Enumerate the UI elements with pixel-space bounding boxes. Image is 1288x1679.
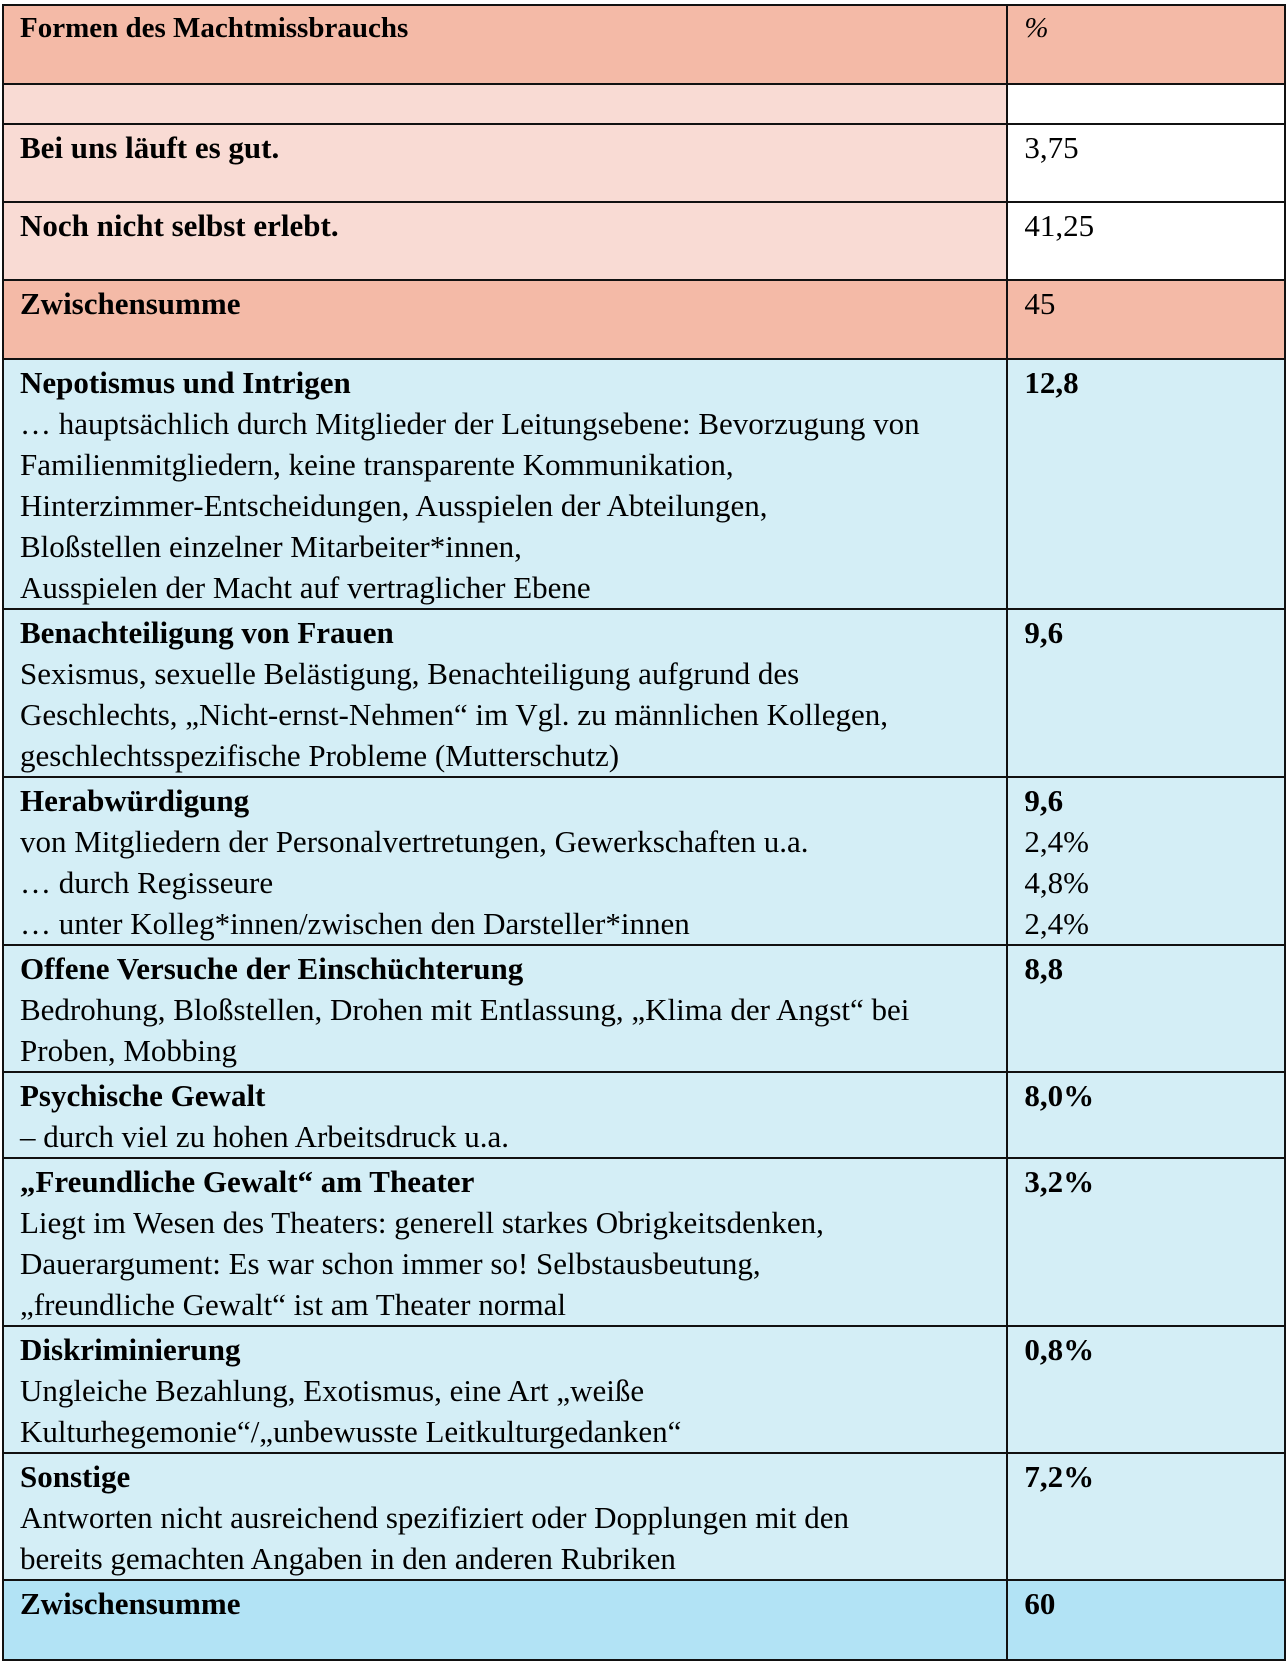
abuse-forms-table bbox=[2, 4, 1286, 1661]
category-row bbox=[3, 1072, 1285, 1158]
header-value: % bbox=[1007, 5, 1285, 84]
category-row bbox=[3, 777, 1285, 945]
category-desc-line: Kulturhegemonie“/„unbewusste Leitkulturgedanken“ bbox=[20, 1414, 682, 1449]
row-value: 3,75 bbox=[1007, 124, 1285, 202]
table-row bbox=[3, 202, 1285, 280]
category-row bbox=[3, 1326, 1285, 1453]
category-value: 7,2% bbox=[1007, 1453, 1285, 1580]
table-row bbox=[3, 124, 1285, 202]
category-desc-line: Hinterzimmer-Entscheidungen, Ausspielen der Abteilungen, bbox=[20, 488, 768, 523]
category-title: Benachteiligung von Frauen bbox=[20, 615, 394, 650]
category-row bbox=[3, 1453, 1285, 1580]
category-value: 3,2% bbox=[1007, 1158, 1285, 1326]
category-row bbox=[3, 1158, 1285, 1326]
category-title: Psychische Gewalt bbox=[20, 1078, 266, 1113]
category-title: Nepotismus und Intrigen bbox=[20, 365, 351, 400]
category-desc-line: … durch Regisseure bbox=[20, 865, 274, 900]
category-desc-line: Dauerargument: Es war schon immer so! Selbstausbeutung, bbox=[20, 1246, 761, 1281]
category-title: „Freundliche Gewalt“ am Theater bbox=[20, 1164, 475, 1199]
category-desc-line: … unter Kolleg*innen/zwischen den Darsteller*innen bbox=[20, 906, 690, 941]
category-title: Sonstige bbox=[20, 1459, 131, 1494]
category-desc-line: Liegt im Wesen des Theaters: generell starkes Obrigkeitsdenken, bbox=[20, 1205, 824, 1240]
table-header-row bbox=[3, 5, 1285, 84]
category-desc-line: Ausspielen der Macht auf vertraglicher Ebene bbox=[20, 570, 591, 605]
category-desc-line: bereits gemachten Angaben in den anderen Rubriken bbox=[20, 1541, 676, 1576]
category-value: 8,8 bbox=[1007, 945, 1285, 1072]
header-label: Formen des Machtmissbrauchs bbox=[3, 5, 1007, 84]
subtotal-label: Zwischensumme bbox=[3, 280, 1007, 359]
category-value: 8,0% bbox=[1007, 1072, 1285, 1158]
subtotal-label: Zwischensumme bbox=[3, 1580, 1007, 1660]
category-desc-line: Geschlechts, „Nicht-ernst-Nehmen“ im Vgl. zu männlichen Kollegen, bbox=[20, 697, 889, 732]
category-title: Offene Versuche der Einschüchterung bbox=[20, 951, 524, 986]
category-title: Herabwürdigung bbox=[20, 783, 250, 818]
row-value bbox=[1007, 84, 1285, 124]
subtotal-row bbox=[3, 1580, 1285, 1660]
row-value: 41,25 bbox=[1007, 202, 1285, 280]
category-value: 9,6 bbox=[1024, 783, 1064, 818]
category-value: 12,8 bbox=[1007, 359, 1285, 609]
category-row bbox=[3, 359, 1285, 609]
category-desc-line: geschlechtsspezifische Probleme (Mutterschutz) bbox=[20, 738, 620, 773]
category-desc-line: Antworten nicht ausreichend spezifiziert oder Dopplungen mit den bbox=[20, 1500, 849, 1535]
category-desc-line: „freundliche Gewalt“ ist am Theater normal bbox=[20, 1287, 566, 1322]
category-row bbox=[3, 945, 1285, 1072]
category-row bbox=[3, 609, 1285, 777]
category-desc-line: – durch viel zu hohen Arbeitsdruck u.a. bbox=[20, 1119, 509, 1154]
category-desc-line: Ungleiche Bezahlung, Exotismus, eine Art „weiße bbox=[20, 1373, 645, 1408]
row-label: Noch nicht selbst erlebt. bbox=[3, 202, 1007, 280]
row-label: Bei uns läuft es gut. bbox=[3, 124, 1007, 202]
table-row bbox=[3, 84, 1285, 124]
category-value: 0,8% bbox=[1007, 1326, 1285, 1453]
category-desc-line: … hauptsächlich durch Mitglieder der Leitungsebene: Bevorzugung von bbox=[20, 406, 920, 441]
category-desc-line: Familienmitgliedern, keine transparente Kommunikation, bbox=[20, 447, 734, 482]
category-desc-line: Sexismus, sexuelle Belästigung, Benachteiligung aufgrund des bbox=[20, 656, 800, 691]
subtotal-row bbox=[3, 280, 1285, 359]
sub-value: 2,4% bbox=[1024, 906, 1089, 941]
subtotal-value: 45 bbox=[1007, 280, 1285, 359]
category-desc-line: von Mitgliedern der Personalvertretungen, Gewerkschaften u.a. bbox=[20, 824, 809, 859]
category-title: Diskriminierung bbox=[20, 1332, 241, 1367]
category-desc-line: Bloßstellen einzelner Mitarbeiter*innen, bbox=[20, 529, 522, 564]
row-label bbox=[3, 84, 1007, 124]
category-desc-line: Proben, Mobbing bbox=[20, 1033, 237, 1068]
sub-value: 2,4% bbox=[1024, 824, 1089, 859]
subtotal-value: 60 bbox=[1007, 1580, 1285, 1660]
sub-value: 4,8% bbox=[1024, 865, 1089, 900]
category-value: 9,6 bbox=[1007, 609, 1285, 777]
category-desc-line: Bedrohung, Bloßstellen, Drohen mit Entlassung, „Klima der Angst“ bei bbox=[20, 992, 910, 1027]
